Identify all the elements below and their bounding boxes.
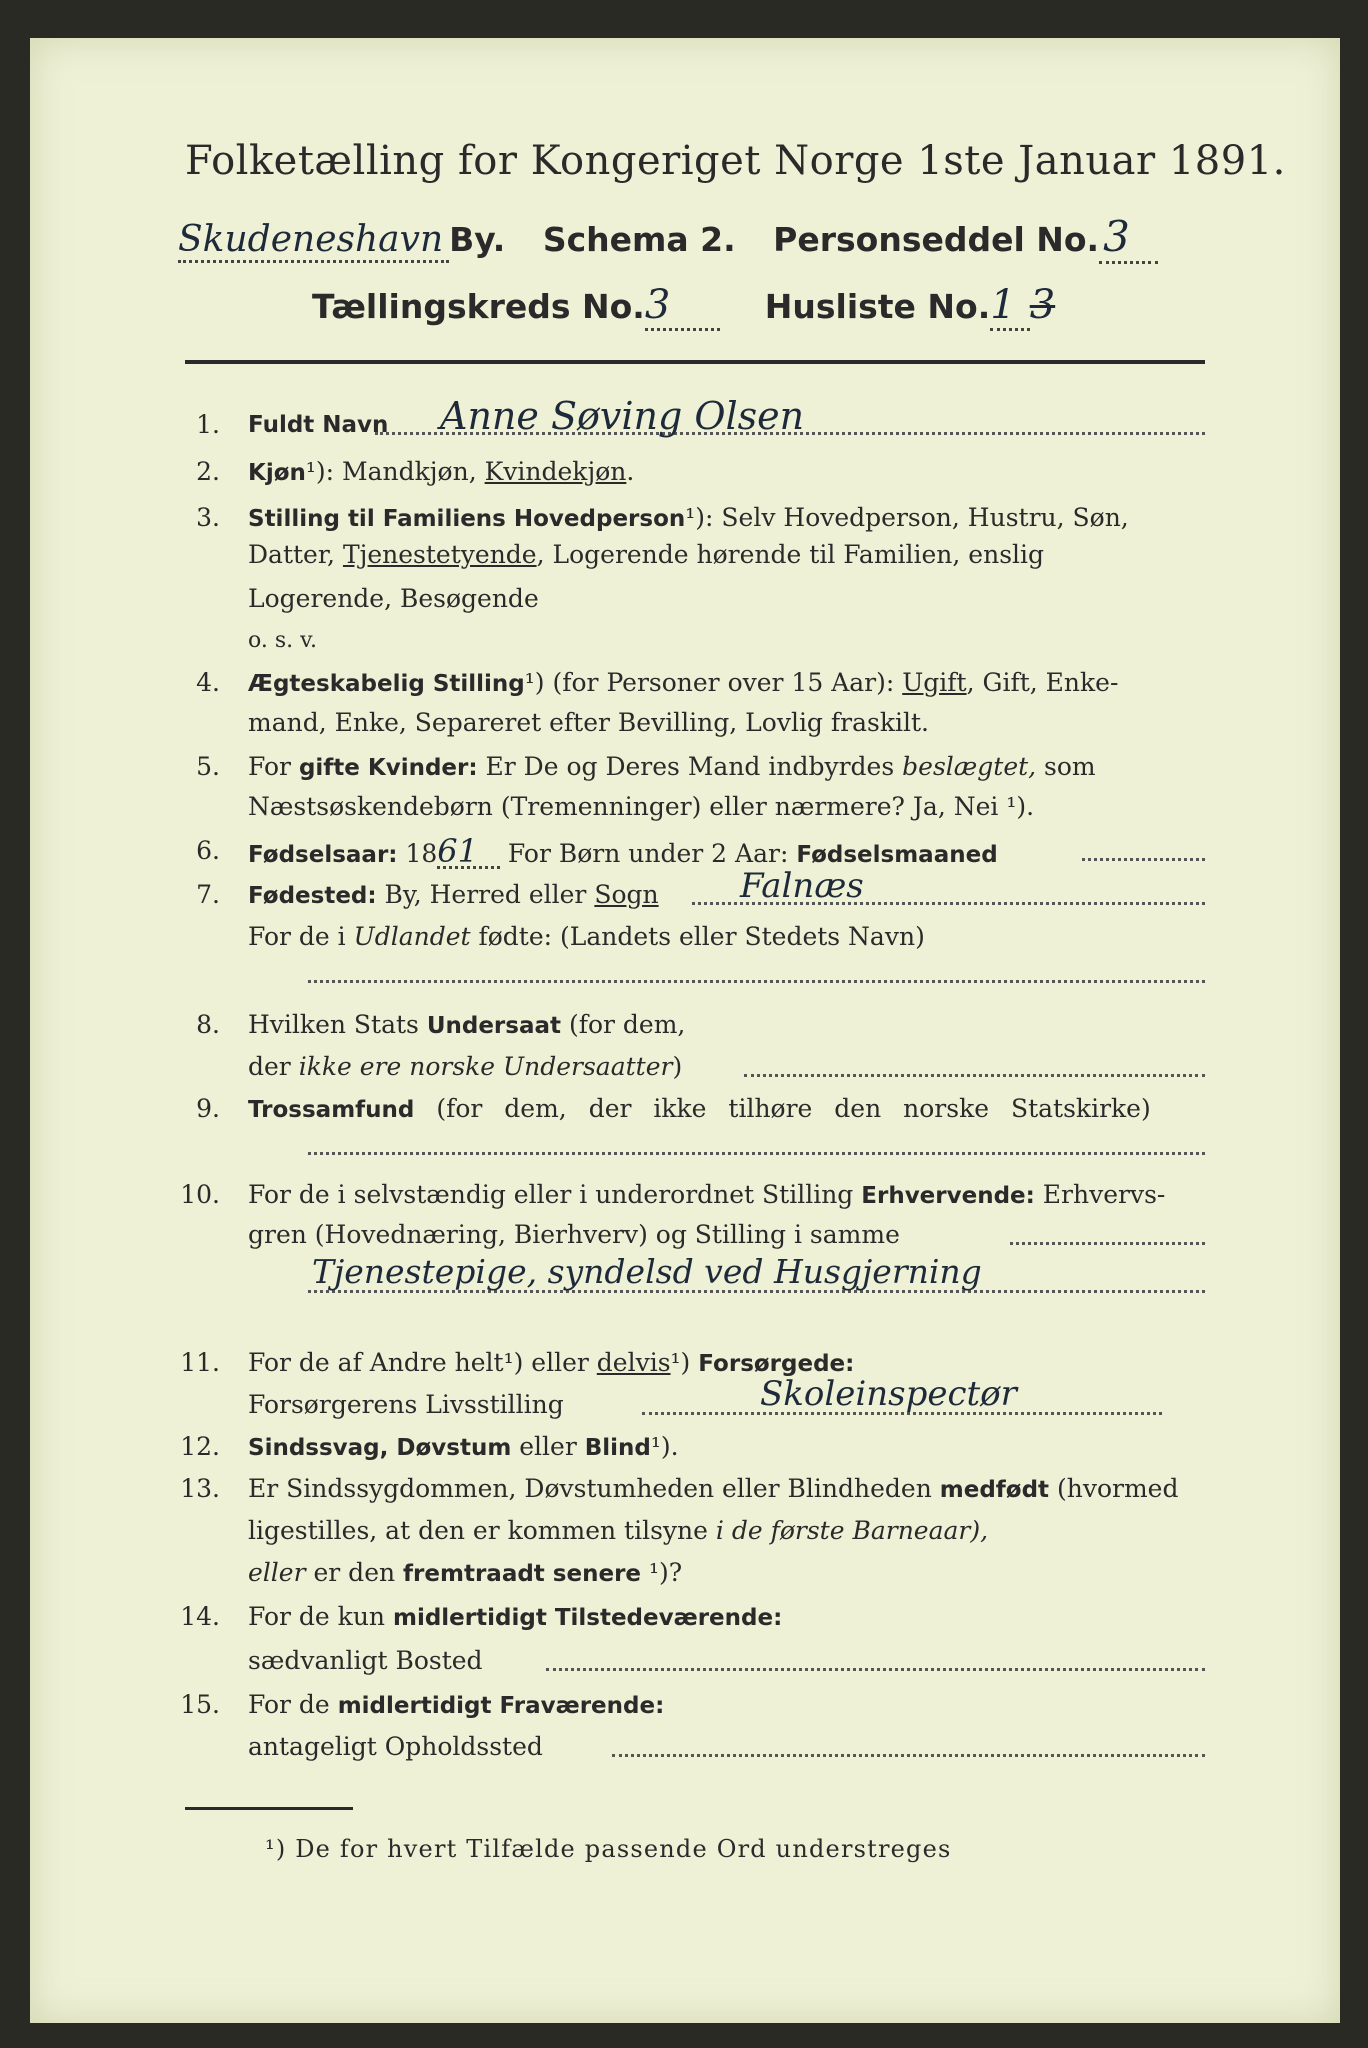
schema-label: Schema 2.: [542, 220, 736, 259]
q11-sup: ¹): [670, 1348, 699, 1377]
q10-text: For de i selvstændig eller i underordnet Stilling: [248, 1180, 862, 1209]
q2-end: .: [626, 457, 635, 486]
q4-line2: mand, Enke, Separeret efter Bevilling, Lovlig fraskilt.: [248, 708, 929, 737]
q14-text: For de kun: [248, 1602, 393, 1631]
q9-dotted-line: [308, 1152, 1205, 1155]
q7-udlandet: Udlandet: [353, 922, 471, 951]
q6-label: Fødselsaar:: [248, 842, 398, 868]
q3-number: 3.: [196, 503, 220, 532]
q15-dotted-line: [612, 1754, 1205, 1757]
q3-line2-rest: , Logerende hørende til Familien, enslig: [536, 540, 1045, 569]
q8-text2: (for dem,: [561, 1010, 686, 1039]
q13-fremtraadt: fremtraadt senere: [403, 1561, 642, 1587]
husliste-label: Husliste No.: [764, 287, 991, 326]
q8-dotted-line: [744, 1074, 1205, 1077]
q10-answer: Tjenestepige, syndelsd ved Husgjerning: [312, 1252, 982, 1291]
q7-number: 7.: [196, 880, 220, 909]
q11-delvis: delvis: [596, 1348, 671, 1377]
q11-text: For de af Andre helt¹) eller: [248, 1348, 597, 1377]
q5-beslaegtet: beslægtet,: [902, 752, 1037, 781]
q15-label: midlertidigt Fraværende:: [337, 1693, 665, 1719]
header-line-2: [312, 282, 1055, 331]
q3-label: Stilling til Familiens Hovedperson: [248, 506, 686, 532]
q1-answer: Anne Søving Olsen: [440, 394, 805, 438]
q12-eller: eller: [511, 1432, 585, 1461]
q3-datter: Datter,: [248, 540, 343, 569]
q6-label2: Fødselsmaaned: [796, 842, 998, 868]
q7-label: Fødested:: [248, 883, 377, 909]
personseddel-number: 3: [1099, 212, 1158, 264]
q9-number: 9.: [196, 1094, 220, 1123]
q13-text: Er Sindssygdommen, Døvstumheden eller Blindheden: [248, 1474, 940, 1503]
q15-number: 15.: [180, 1690, 220, 1719]
q11-label: Forsørgede:: [698, 1351, 855, 1377]
q3-line3: Logerende, Besøgende: [248, 584, 539, 613]
q5-number: 5.: [196, 752, 220, 781]
q12-number: 12.: [180, 1432, 220, 1461]
q8-paren: ): [672, 1052, 683, 1081]
by-label: By.: [449, 220, 506, 259]
q13-number: 13.: [180, 1474, 220, 1503]
q14-label: midlertidigt Tilstedeværende:: [392, 1605, 783, 1631]
q9-label: Trossamfund: [248, 1097, 415, 1123]
q15-line2: antageligt Opholdssted: [248, 1732, 543, 1761]
q7-answer: Falnæs: [740, 866, 864, 906]
q8-der: der: [248, 1052, 299, 1081]
kreds-number: 3: [645, 282, 720, 331]
q10-text2: Erhvervs-: [1034, 1180, 1166, 1209]
q4-text: (for Personer over 15 Aar):: [544, 668, 903, 697]
q13-eller: eller: [248, 1558, 306, 1587]
q13-line3-a: er den: [305, 1558, 404, 1587]
q7-sogn: Sogn: [594, 880, 659, 909]
q5-line2: Næstsøskendebørn (Tremenninger) eller nærmere? Ja, Nei ¹).: [248, 792, 1035, 821]
q10-line2: gren (Hovednæring, Bierhverv) og Stilling i samme: [248, 1220, 900, 1249]
header-rule: [185, 360, 1205, 364]
q3-osv: o. s. v.: [248, 628, 317, 653]
q1-number: 1.: [196, 410, 220, 439]
q11-number: 11.: [180, 1348, 220, 1377]
q2-label: Kjøn: [248, 460, 306, 486]
q13-line2: ligestilles, at den er kommen tilsyne: [248, 1516, 716, 1545]
husliste-extra: 3: [1029, 282, 1056, 328]
q14-number: 14.: [180, 1602, 220, 1631]
form-title: Folketælling for Kongeriget Norge 1ste Januar 1891.: [185, 138, 1286, 184]
q5-text: Er De og Deres Mand indbyrdes: [477, 752, 903, 781]
q3-tjenestetyende: Tjenestetyende: [342, 540, 537, 569]
q7-line2-a: For de i: [248, 922, 354, 951]
header-line-1: [178, 212, 1158, 264]
q12-blind: Blind: [584, 1435, 651, 1461]
q15-text: For de: [248, 1690, 338, 1719]
q5-for: For: [248, 752, 299, 781]
footnote: ¹) De for hvert Tilfælde passende Ord understreges: [265, 1835, 952, 1863]
q13-text2: (hvormed: [1049, 1474, 1179, 1503]
footnote-rule: [185, 1807, 353, 1810]
q4-number: 4.: [196, 668, 220, 697]
q14-line2: sædvanligt Bosted: [248, 1646, 483, 1675]
q7-foreign-dotted-line: [308, 980, 1205, 983]
q7-text: By, Herred eller: [376, 880, 595, 909]
q2-kvindekjon: Kvindekjøn: [484, 457, 627, 486]
q6-prefix: 18: [397, 839, 438, 868]
q12-label: Sindssvag, Døvstum: [248, 1435, 512, 1461]
q10-dotted-line: [1010, 1242, 1205, 1245]
q4-line1-rest: , Gift, Enke-: [966, 668, 1119, 697]
q6-number: 6.: [196, 836, 220, 865]
q13-label: medfødt: [939, 1477, 1050, 1503]
q2-sup: ¹): [305, 457, 326, 486]
q1-label: Fuldt Navn: [248, 412, 389, 438]
q4-label: Ægteskabelig Stilling: [248, 671, 525, 697]
q6-dotted-line: [1082, 858, 1205, 861]
q13-barneaar: i de første Barneaar),: [715, 1516, 989, 1545]
q8-number: 8.: [196, 1010, 220, 1039]
personseddel-label: Personseddel No.: [773, 220, 1100, 259]
q8-label: Undersaat: [426, 1013, 561, 1039]
q6-mid: For Børn under 2 Aar:: [499, 839, 797, 868]
q14-dotted-line: [546, 1668, 1205, 1671]
q6-answer: 61: [437, 836, 500, 869]
q4-sup: ¹): [524, 668, 545, 697]
husliste-number: 1: [990, 282, 1029, 331]
q7-line2-b: fødte: (Landets eller Stedets Navn): [470, 922, 925, 951]
kreds-label: Tællingskreds No.: [312, 287, 645, 326]
q2-text: : Mandkjøn,: [325, 457, 485, 486]
q10-label: Erhvervende:: [861, 1183, 1035, 1209]
q11-line2: Forsørgerens Livsstilling: [248, 1390, 564, 1419]
town-name: Skudeneshavn: [178, 219, 449, 263]
q12-end: ¹).: [650, 1432, 679, 1461]
q11-answer: Skoleinspectør: [760, 1374, 1017, 1414]
q3-sup: ¹): [685, 503, 706, 532]
q9-text: (for dem, der ikke tilhøre den norske Statskirke): [414, 1094, 1151, 1123]
q5-label: gifte Kvinder:: [298, 755, 478, 781]
q5-som: som: [1036, 752, 1096, 781]
q4-ugift: Ugift: [902, 668, 967, 697]
q2-number: 2.: [196, 457, 220, 486]
q3-line1: : Selv Hovedperson, Hustru, Søn,: [705, 503, 1129, 532]
q8-italic: ikke ere norske Undersaatter: [298, 1052, 673, 1081]
q10-number: 10.: [180, 1180, 220, 1209]
q13-line3-b: ¹)?: [641, 1558, 683, 1587]
q8-text: Hvilken Stats: [248, 1010, 427, 1039]
